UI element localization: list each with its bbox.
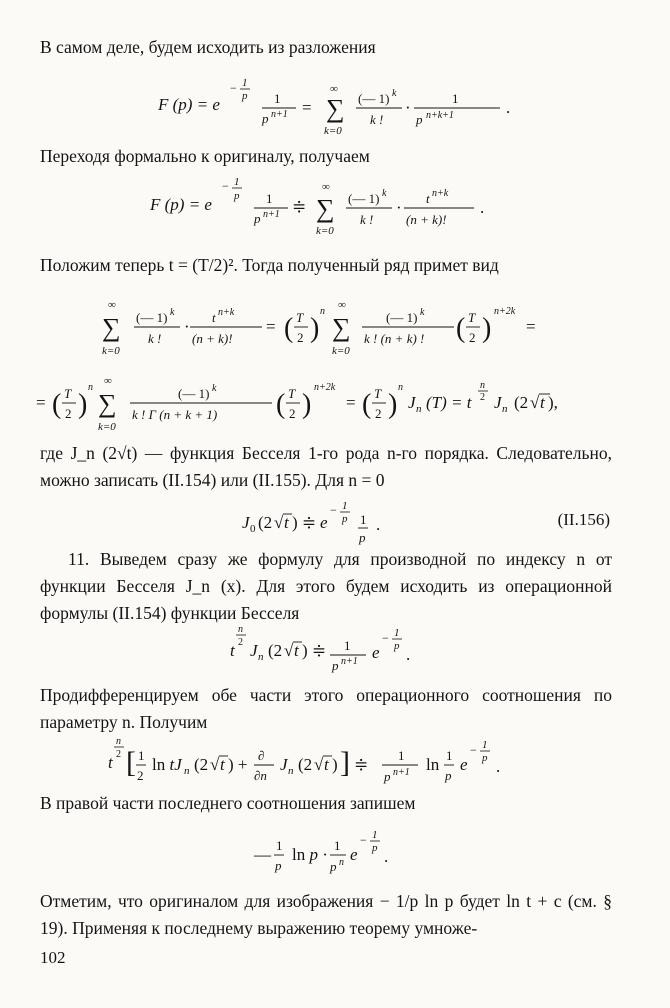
equation-number: (II.156) xyxy=(557,510,610,529)
svg-text:k=0: k=0 xyxy=(316,225,334,237)
svg-text:p: p xyxy=(342,513,348,525)
svg-text:n+k: n+k xyxy=(432,188,449,199)
svg-text:√: √ xyxy=(284,641,294,660)
svg-text:): ) xyxy=(388,389,398,420)
svg-text:n+k: n+k xyxy=(218,307,235,318)
svg-text:.: . xyxy=(506,98,511,117)
svg-text:(— 1): (— 1) xyxy=(386,310,418,325)
svg-text:p: p xyxy=(254,211,261,226)
svg-text:n: n xyxy=(258,651,264,663)
svg-text:e: e xyxy=(460,755,468,774)
svg-text:1: 1 xyxy=(266,191,273,206)
svg-text:(2: (2 xyxy=(194,755,209,774)
svg-text:p: p xyxy=(394,640,400,652)
svg-text:): ) xyxy=(332,755,338,774)
svg-text:T: T xyxy=(288,386,296,401)
svg-text:F (p) = e: F (p) = e xyxy=(158,95,220,114)
svg-text:ln tJ: ln tJ xyxy=(152,755,182,774)
svg-text:e: e xyxy=(320,513,328,532)
svg-text:): ) xyxy=(78,389,88,420)
svg-text:√: √ xyxy=(274,513,284,532)
svg-text:−: − xyxy=(230,81,237,95)
svg-text:t: t xyxy=(426,191,430,206)
svg-text:J: J xyxy=(280,755,288,774)
svg-text:1: 1 xyxy=(234,176,240,188)
svg-text:p: p xyxy=(359,530,366,545)
svg-text:∞: ∞ xyxy=(338,299,346,311)
svg-text:(2: (2 xyxy=(298,755,313,774)
svg-text:−: − xyxy=(470,743,477,757)
svg-text:(— 1): (— 1) xyxy=(178,386,210,401)
svg-text:1: 1 xyxy=(394,627,400,639)
svg-text:—: — xyxy=(254,845,271,864)
svg-text:√: √ xyxy=(530,393,540,412)
svg-text:1: 1 xyxy=(276,838,283,853)
equation-1 xyxy=(40,70,612,140)
page-number: 102 xyxy=(40,948,66,967)
svg-text:1: 1 xyxy=(398,748,405,763)
svg-text:n: n xyxy=(320,306,325,317)
paragraph-2: Переходя формально к оригиналу, получаем xyxy=(40,146,370,166)
svg-text:∑: ∑ xyxy=(316,194,335,223)
paragraph-1: В самом деле, будем исходить из разложения xyxy=(40,37,376,57)
svg-text:k: k xyxy=(382,188,387,199)
svg-text:T: T xyxy=(296,310,304,325)
svg-text:1: 1 xyxy=(274,91,281,106)
svg-text:k !: k ! xyxy=(370,112,384,127)
equation-7-render xyxy=(40,730,612,790)
paragraph-4: где J_n (2√t) — функция Бесселя 1-го рода n-го порядка. Следовательно, можно записать (II.154) или (II.155). Для n = 0 xyxy=(40,443,612,490)
svg-text:p: p xyxy=(332,658,339,673)
svg-text:·: · xyxy=(396,198,402,217)
paragraph-8: Отметим, что оригиналом для изображения − 1/p ln p будет ln t + c (см. § 19). Применяя к последнему выражению теорему умноже- xyxy=(40,891,612,938)
svg-text:=: = xyxy=(266,317,276,336)
equation-8-render xyxy=(40,820,612,876)
svg-text:0: 0 xyxy=(250,523,256,535)
svg-text:k=0: k=0 xyxy=(98,421,116,433)
svg-text:): ) xyxy=(302,389,312,420)
equation-5 xyxy=(40,500,612,546)
svg-text:(: ( xyxy=(362,389,372,420)
svg-text:(T) = t: (T) = t xyxy=(426,393,472,412)
equation-1-render xyxy=(40,70,612,140)
svg-text:2: 2 xyxy=(297,330,304,345)
svg-text:t: t xyxy=(324,755,329,774)
svg-text:ln: ln xyxy=(426,755,440,774)
equation-4 xyxy=(36,368,612,444)
svg-text:2: 2 xyxy=(238,637,243,648)
svg-text:1: 1 xyxy=(138,748,145,763)
svg-text:p: p xyxy=(372,842,378,854)
svg-text:e: e xyxy=(350,845,358,864)
equation-2-render xyxy=(40,172,612,242)
svg-text:n: n xyxy=(288,765,294,777)
paragraph-7: В правой части последнего соотношения запишем xyxy=(40,793,416,813)
svg-text:2: 2 xyxy=(480,392,485,403)
svg-text:(— 1): (— 1) xyxy=(136,310,168,325)
svg-text:k ! (n + k) !: k ! (n + k) ! xyxy=(364,331,425,346)
svg-text:1: 1 xyxy=(334,838,341,853)
svg-text:T: T xyxy=(374,386,382,401)
svg-text:n+1: n+1 xyxy=(341,656,358,667)
svg-text:−: − xyxy=(330,503,337,517)
svg-text:2: 2 xyxy=(116,749,121,760)
svg-text:n: n xyxy=(238,624,243,635)
svg-text:k ! Γ (n + k + 1): k ! Γ (n + k + 1) xyxy=(132,407,218,422)
svg-text:.: . xyxy=(496,757,501,776)
svg-text:∞: ∞ xyxy=(104,375,112,387)
svg-text:1: 1 xyxy=(452,91,459,106)
svg-text:p: p xyxy=(330,859,337,874)
svg-text:∑: ∑ xyxy=(98,389,117,418)
svg-text:∂n: ∂n xyxy=(254,768,267,783)
svg-text:(— 1): (— 1) xyxy=(358,91,390,106)
svg-text:(2: (2 xyxy=(514,393,529,412)
svg-text:=: = xyxy=(36,393,46,412)
svg-text:n: n xyxy=(502,403,508,415)
svg-text:t: t xyxy=(220,755,225,774)
svg-text:ln p ·: ln p · xyxy=(292,845,328,864)
svg-text:∑: ∑ xyxy=(326,94,345,123)
equation-6-render xyxy=(40,620,612,676)
equation-7 xyxy=(40,730,612,790)
equation-3 xyxy=(40,296,612,366)
svg-text:−: − xyxy=(360,833,367,847)
svg-text:[: [ xyxy=(126,746,136,779)
svg-text:(2: (2 xyxy=(268,641,283,660)
svg-text:): ) xyxy=(310,313,320,344)
paragraph-5: 11. Выведем сразу же формулу для производной по индексу n от функции Бесселя J_n (x). Для этого будем исходить из операционной формулы (II.154) функции Бесселя xyxy=(40,549,612,623)
svg-text:(— 1): (— 1) xyxy=(348,191,380,206)
svg-text:p: p xyxy=(234,190,240,202)
equation-4-render xyxy=(36,368,612,444)
equation-3-render xyxy=(40,296,612,366)
svg-text:k !: k ! xyxy=(360,212,374,227)
svg-text:k: k xyxy=(212,383,217,394)
svg-text:) ≑: ) ≑ xyxy=(292,513,317,532)
svg-text:·: · xyxy=(184,317,190,336)
svg-text:∑: ∑ xyxy=(332,313,351,342)
svg-text:(: ( xyxy=(456,313,466,344)
svg-text:n+1: n+1 xyxy=(263,209,280,220)
svg-text:t: t xyxy=(540,393,545,412)
paragraph-6: Продифференцируем обе части этого операционного соотношения по параметру n. Получим xyxy=(40,685,612,732)
svg-text:p: p xyxy=(416,112,423,127)
svg-text:n: n xyxy=(339,857,344,868)
svg-text:=: = xyxy=(526,317,536,336)
svg-text:J: J xyxy=(242,513,250,532)
svg-text:2: 2 xyxy=(289,406,296,421)
svg-text:∂: ∂ xyxy=(258,748,265,763)
svg-text:p: p xyxy=(262,111,269,126)
svg-text:=: = xyxy=(302,98,312,117)
svg-text:p: p xyxy=(384,769,391,784)
svg-text:p: p xyxy=(482,752,488,764)
svg-text:p: p xyxy=(275,858,282,873)
svg-text:−: − xyxy=(382,631,389,645)
svg-text:2: 2 xyxy=(469,330,476,345)
svg-text:),: ), xyxy=(548,393,558,412)
svg-text:−: − xyxy=(222,179,229,193)
svg-text:k=0: k=0 xyxy=(324,125,342,137)
svg-text:J: J xyxy=(250,641,258,660)
svg-text:·: · xyxy=(405,98,411,117)
svg-text:∞: ∞ xyxy=(322,181,330,193)
svg-text:.: . xyxy=(406,645,411,664)
svg-text:≑: ≑ xyxy=(354,755,369,774)
svg-text:1: 1 xyxy=(342,500,348,512)
svg-text:.: . xyxy=(384,847,389,866)
svg-text:1: 1 xyxy=(242,77,248,89)
svg-text:√: √ xyxy=(210,755,220,774)
svg-text:.: . xyxy=(376,515,381,534)
svg-text:n+1: n+1 xyxy=(393,767,410,778)
svg-text:F (p) = e: F (p) = e xyxy=(150,195,212,214)
svg-text:n: n xyxy=(416,403,422,415)
equation-6 xyxy=(40,620,612,676)
svg-text:≑: ≑ xyxy=(292,197,307,216)
svg-text:2: 2 xyxy=(375,406,382,421)
svg-text:∞: ∞ xyxy=(108,299,116,311)
svg-text:n: n xyxy=(88,382,93,393)
equation-8 xyxy=(40,820,612,876)
svg-text:∞: ∞ xyxy=(330,83,338,95)
svg-text:(n + k)!: (n + k)! xyxy=(192,331,233,346)
svg-text:k: k xyxy=(420,307,425,318)
svg-text:(2: (2 xyxy=(258,513,273,532)
svg-text:n: n xyxy=(116,736,121,747)
svg-text:(: ( xyxy=(52,389,62,420)
svg-text:J: J xyxy=(494,393,502,412)
svg-text:n+2k: n+2k xyxy=(494,306,516,317)
svg-text:1: 1 xyxy=(360,512,367,527)
svg-text:(n + k)!: (n + k)! xyxy=(406,212,447,227)
svg-text:T: T xyxy=(468,310,476,325)
svg-text:(: ( xyxy=(276,389,286,420)
svg-text:]: ] xyxy=(340,746,350,779)
svg-text:n+2k: n+2k xyxy=(314,382,336,393)
svg-text:J: J xyxy=(408,393,416,412)
equation-2 xyxy=(40,172,612,242)
svg-text:e: e xyxy=(372,643,380,662)
svg-text:k=0: k=0 xyxy=(332,345,350,357)
svg-text:p: p xyxy=(445,768,452,783)
svg-text:) ≑: ) ≑ xyxy=(302,641,327,660)
svg-text:T: T xyxy=(64,386,72,401)
svg-text:n: n xyxy=(184,765,190,777)
svg-text:=: = xyxy=(346,393,356,412)
svg-text:k=0: k=0 xyxy=(102,345,120,357)
svg-text:1: 1 xyxy=(372,829,378,841)
svg-text:) +: ) + xyxy=(228,755,248,774)
svg-text:k !: k ! xyxy=(148,331,162,346)
svg-text:t: t xyxy=(284,513,289,532)
svg-text:n+k+1: n+k+1 xyxy=(426,110,454,121)
svg-text:2: 2 xyxy=(65,406,72,421)
svg-text:): ) xyxy=(482,313,492,344)
svg-text:t: t xyxy=(230,641,235,660)
svg-text:∑: ∑ xyxy=(102,313,121,342)
svg-text:k: k xyxy=(392,88,397,99)
svg-text:p: p xyxy=(242,90,248,102)
svg-text:n+1: n+1 xyxy=(271,109,288,120)
svg-text:1: 1 xyxy=(482,739,488,751)
svg-text:√: √ xyxy=(314,755,324,774)
svg-text:t: t xyxy=(108,753,113,772)
svg-text:1: 1 xyxy=(344,638,351,653)
svg-text:(: ( xyxy=(284,313,294,344)
svg-text:.: . xyxy=(480,198,485,217)
svg-text:1: 1 xyxy=(446,748,453,763)
svg-text:t: t xyxy=(294,641,299,660)
paragraph-3: Положим теперь t = (T/2)². Тогда полученный ряд примет вид xyxy=(40,255,499,275)
svg-text:2: 2 xyxy=(137,768,144,783)
svg-text:n: n xyxy=(398,382,403,393)
svg-text:n: n xyxy=(480,380,485,391)
svg-text:t: t xyxy=(212,310,216,325)
svg-text:k: k xyxy=(170,307,175,318)
